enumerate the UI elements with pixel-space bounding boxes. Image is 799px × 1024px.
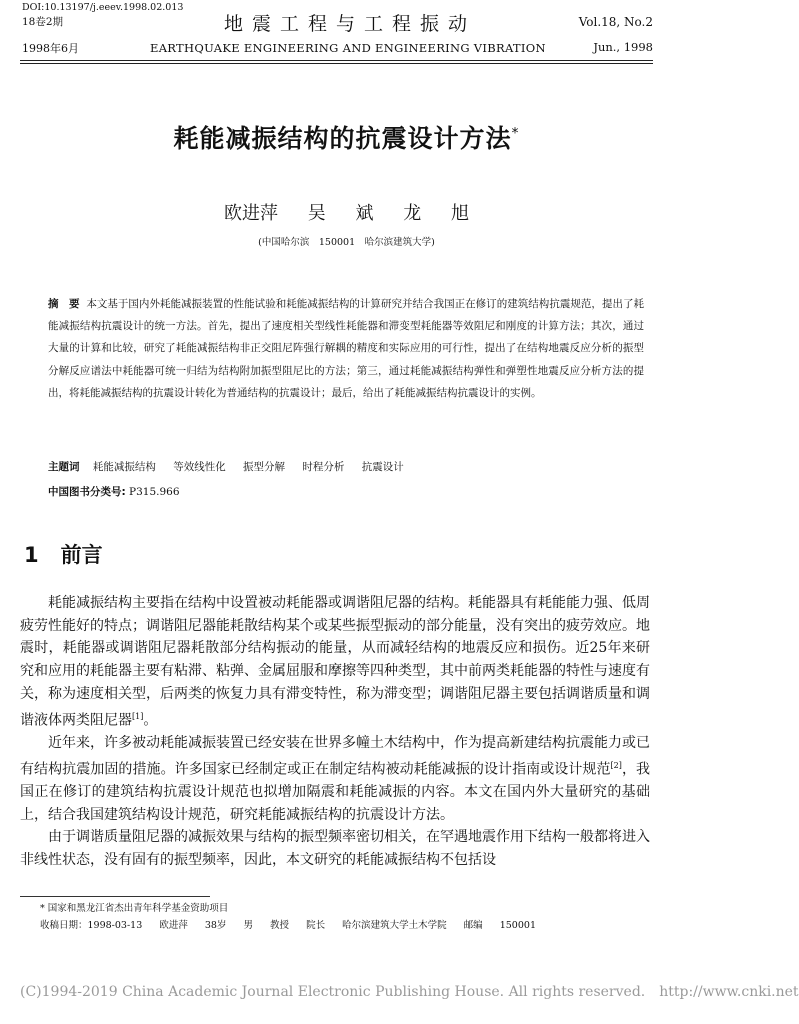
author-info: 邮编: [463, 920, 483, 931]
section-heading: [24, 539, 103, 569]
keyword: 等效线性化: [173, 461, 226, 473]
section-number: 1: [24, 543, 39, 567]
classification-label: 中国图书分类号:: [48, 486, 126, 498]
author-info: 哈尔滨建筑大学土木学院: [342, 920, 447, 931]
paragraph-text: 耗能减振结构主要指在结构中设置被动耗能器或调谐阻尼器的结构。耗能器具有耗能能力强、低周疲劳性能好的特点；调谐阻尼器能耗散结构某个或某些振型振动的部分能量，没有突出的疲劳效应。地震时，耗能器或调谐阻尼器耗散部分结构振动的能量，从而减轻结构的地震反应和损伤。近25年来研究和应用的耗能器主要有粘滞、粘弹、金属屈服和摩擦等四种类型，其中前两类耗能器的特性与速度有关，称为速度相关型，后两类的恢复力具有滞变特性，称为滞变型；调谐阻尼器主要包括调谐质量和调谐液体两类阻尼器: [20, 595, 650, 729]
author-info: 男: [243, 920, 253, 931]
funding-footnote: * 国家和黑龙江省杰出青年科学基金资助项目: [40, 903, 229, 914]
author-name: 旭: [450, 203, 469, 224]
paragraph: [20, 732, 650, 826]
paragraph: [20, 826, 650, 871]
keyword: 抗震设计: [361, 461, 404, 473]
paragraph-text: 由于调谐质量阻尼器的减振效果与结构的振型频率密切相关，在罕遇地震作用下结构一般都将进入非线性状态，没有固有的振型频率，因此，本文研究的耗能减振结构不包括设: [20, 829, 650, 869]
footnote-rule: [20, 896, 210, 897]
header-rule: [20, 60, 653, 61]
doi-label: DOI:10.13197/j.eeev.1998.02.013: [22, 2, 184, 13]
article-title: [0, 119, 693, 155]
author-name: 吴: [307, 203, 326, 224]
abstract: [48, 293, 644, 404]
received-footnote: [40, 917, 550, 931]
keyword: 时程分析: [302, 461, 345, 473]
classification-code: P315.966: [129, 486, 180, 498]
author-list: [0, 199, 693, 225]
keywords: [48, 459, 644, 474]
classification: [48, 484, 180, 499]
received-date: 收稿日期：1998-03-13: [40, 920, 143, 931]
paragraph-text: 近年来，许多被动耗能减振装置已经安装在世界多幢土木结构中，作为提高新建结构抗震能力或已有结构抗震加固的措施。许多国家已经制定或正在制定结构被动耗能减振的设计指南或设计规范: [20, 734, 650, 778]
author-name: 龙: [403, 203, 422, 224]
affiliation: (中国哈尔滨 150001 哈尔滨建筑大学): [258, 237, 435, 248]
publication-date-cn: 1998年6月: [22, 42, 79, 55]
journal-title-cn: 地震工程与工程振动: [223, 13, 476, 35]
author-info: 院长: [306, 920, 326, 931]
body-text: [20, 592, 650, 872]
journal-title-en: EARTHQUAKE ENGINEERING AND ENGINEERING VIBRATION: [150, 41, 546, 55]
keyword: 振型分解: [243, 461, 286, 473]
author-info: 欧进萍: [159, 920, 188, 931]
publication-date-en: Jun., 1998: [593, 40, 653, 54]
author-name: 欧进萍: [224, 203, 279, 224]
volume-issue-cn: 18卷2期: [22, 16, 64, 28]
citation: [2]: [610, 760, 622, 770]
keyword: 耗能减振结构: [92, 461, 156, 473]
title-footnote-mark: *: [511, 125, 520, 142]
author-name: 斌: [355, 203, 374, 224]
section-title: 前言: [60, 543, 103, 567]
copyright-notice: (C)1994-2019 China Academic Journal Electronic Publishing House. All rights reserved. http://www.cnki.net: [20, 984, 799, 1000]
paragraph: [20, 592, 650, 732]
author-info: 教授: [270, 920, 290, 931]
citation: [1]: [132, 711, 144, 721]
author-info: 38岁: [204, 920, 227, 931]
header-rule-double: [20, 63, 653, 64]
paragraph-text: ，我国正在修订的建筑结构抗震设计规范也拟增加隔震和耗能减振的内容。本文在国内外大量研究的基础上，结合我国建筑结构设计规范，研究耗能减振结构的抗震设计方法。: [20, 761, 651, 823]
author-info: 150001: [499, 920, 536, 931]
abstract-label: 摘 要: [48, 298, 80, 310]
volume-issue-en: Vol.18, No.2: [578, 15, 653, 29]
paragraph-text: 。: [143, 712, 158, 729]
keywords-label: 主题词: [48, 461, 80, 473]
title-text: 耗能减振结构的抗震设计方法: [173, 124, 512, 153]
abstract-text: 本文基于国内外耗能减振装置的性能试验和耗能减振结构的计算研究并结合我国正在修订的建筑结构抗震规范，提出了耗能减振结构抗震设计的统一方法。首先，提出了速度相关型线性耗能器和滞变型耗能器等效阻尼和刚度的计算方法；其次，通过大量的计算和比较，研究了耗能减振结构非正交阻尼阵强行解耦的精度和实际应用的可行性，提出了在结构地震反应分析的振型分解反应谱法中耗能器可统一归结为结构附加振型阻尼比的方法；第三，通过耗能减振结构弹性和弹塑性地震反应分析方法的提出，将耗能减振结构的抗震设计转化为普通结构的抗震设计；最后，给出了耗能减振结构抗震设计的实例。: [48, 298, 645, 399]
